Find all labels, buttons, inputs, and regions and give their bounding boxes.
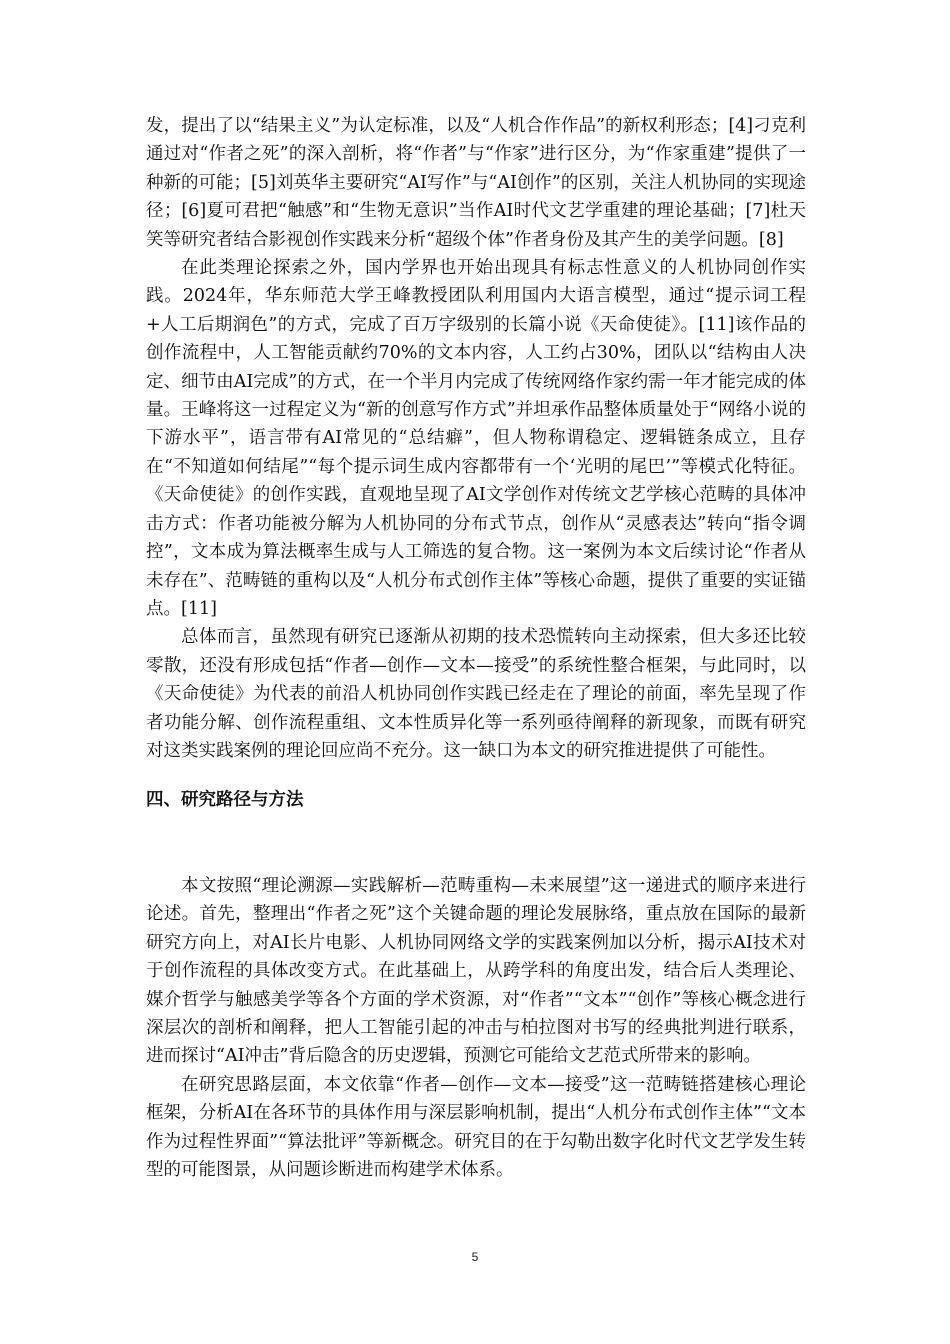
paragraph-continuation: 发，提出了以“结果主义”为认定标准，以及“人机合作作品”的新权利形态；[4]刁克利通过对“作者之死”的深入剖析，将“作者”与“作家”进行区分，为“作家重建”提供了一种新的可能；[5]刘英华主要研究“AI写作”与“AI创作”的区别，关注人机协同的实现途径；[6]夏可君把“触感”和“生物无意识”当作AI时代文艺学重建的理论基础；[7]杜天笑等研究者结合影视创作实践来分析“超级个体”作者身份及其产生的美学问题。[8] <box>146 116 806 250</box>
paragraph-research-order: 本文按照“理论溯源—实践解析—范畴重构—未来展望”这一递进式的顺序来进行论述。首先，整理出“作者之死”这个关键命题的理论发展脉络，重点放在国际的最新研究方向上，对AI长片电影、人机协同网络文学的实践案例加以分析，揭示AI技术对于创作流程的具体改变方式。在此基础上，从跨学科的角度出发，结合后人类理论、媒介哲学与触感美学等各个方面的学术资源，对“作者”“文本”“创作”等核心概念进行深层次的剖析和阐释，把人工智能引起的冲击与柏拉图对书写的经典批判进行联系，进而探讨“AI冲击”背后隐含的历史逻辑，预测它可能给文艺范式所带来的影响。 <box>146 876 806 1067</box>
section-heading: 四、研究路径与方法 <box>146 790 304 810</box>
body-text-top <box>146 112 806 765</box>
body-text-bottom <box>146 872 806 1184</box>
paragraph-tianming-case: 在此类理论探索之外，国内学界也开始出现具有标志性意义的人机协同创作实践。2024年，华东师范大学王峰教授团队利用国内大语言模型，通过“提示词工程+人工后期润色”的方式，完成了百万字级别的长篇小说《天命使徒》。[11]该作品的创作流程中，人工智能贡献约70%的文本内容，人工约占30%，团队以“结构由人决定、细节由AI完成”的方式，在一个半月内完成了传统网络作家约需一年才能完成的体量。王峰将这一过程定义为“新的创意写作方式”并坦承作品整体质量处于“网络小说的下游水平”，语言带有AI常见的“总结癖”，但人物称谓稳定、逻辑链条成立，且存在“不知道如何结尾”“每个提示词生成内容都带有一个‘光明的尾巴’”等模式化特征。《天命使徒》的创作实践，直观地呈现了AI文学创作对传统文艺学核心范畴的具体冲击方式：作者功能被分解为人机协同的分布式节点，创作从“灵感表达”转向“指令调控”，文本成为算法概率生成与人工筛选的复合物。这一案例为本文后续讨论“作者从未存在”、范畴链的重构以及“人机分布式创作主体”等核心命题，提供了重要的实证锚点。[11] <box>146 258 806 619</box>
paragraph-summary: 总体而言，虽然现有研究已逐渐从初期的技术恐慌转向主动探索，但大多还比较零散，还没有形成包括“作者—创作—文本—接受”的系统性整合框架，与此同时，以《天命使徒》为代表的前沿人机协同创作实践已经走在了理论的前面，率先呈现了作者功能分解、创作流程重组、文本性质异化等一系列亟待阐释的新现象，而既有研究对这类实践案例的理论回应尚不充分。这一缺口为本文的研究推进提供了可能性。 <box>146 627 806 761</box>
page-number: 5 <box>471 1250 479 1264</box>
paragraph-research-approach: 在研究思路层面，本文依靠“作者—创作—文本—接受”这一范畴链搭建核心理论框架，分析AI在各环节的具体作用与深层影响机制，提出“人机分布式创作主体”“文本作为过程性界面”“算法批评”等新概念。研究目的在于勾勒出数字化时代文艺学发生转型的可能图景，从问题诊断进而构建学术体系。 <box>146 1074 806 1181</box>
